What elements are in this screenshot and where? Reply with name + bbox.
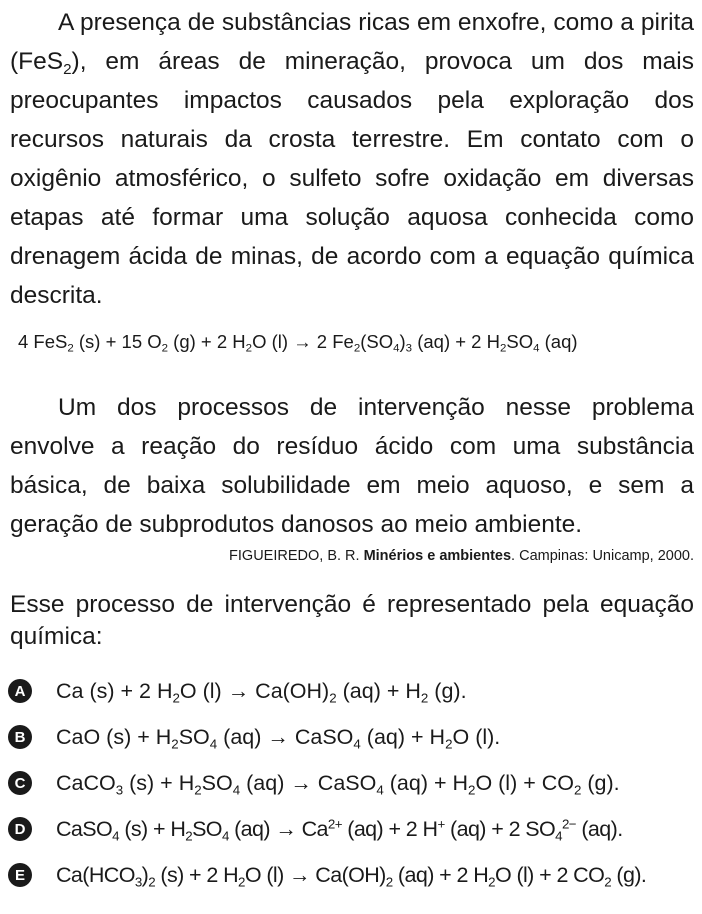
subscript: 2 bbox=[468, 781, 476, 797]
text-run: (s) + 2 H bbox=[155, 862, 239, 887]
text-run: (aq) + H bbox=[360, 724, 446, 749]
text-run: ) bbox=[141, 862, 149, 887]
text-run: O (l) + CO bbox=[475, 770, 574, 795]
subscript: 4 bbox=[533, 342, 540, 355]
text-run: (aq) → CaSO bbox=[217, 724, 354, 749]
text-run: SO bbox=[506, 331, 534, 352]
subscript: 2 bbox=[420, 689, 429, 705]
subscript: 4 bbox=[209, 735, 218, 751]
text-run: O (l) → Ca(OH) bbox=[179, 678, 330, 703]
text-run: ), em áreas de mineração, provoca um dos mais preocupantes impactos causados pela exploração dos recursos naturais da crosta terrestre. Em contato com o oxigênio atmosférico, o sulfeto sofre oxidação em diversas etapas até formar uma solução aquosa conhecida como drenagem ácida de minas, de acordo com a equação química descrita. bbox=[10, 48, 694, 309]
text-run: O (l) + 2 CO bbox=[494, 862, 605, 887]
reference-title: Minérios e ambientes bbox=[363, 548, 512, 564]
superscript: 2− bbox=[561, 816, 576, 832]
text-run: O (l). bbox=[452, 724, 501, 749]
text-run: (s) + H bbox=[118, 816, 186, 841]
option-b-letter[interactable]: B bbox=[8, 725, 32, 749]
reference-publisher: . Campinas: Unicamp, 2000. bbox=[511, 548, 694, 564]
text-run: SO bbox=[178, 724, 210, 749]
option-e[interactable] bbox=[8, 852, 698, 898]
subscript: 4 bbox=[376, 781, 384, 797]
option-d-equation bbox=[56, 817, 623, 842]
subscript: 4 bbox=[555, 827, 562, 843]
superscript: 2+ bbox=[327, 816, 342, 832]
text-run: Esse processo de intervenção é representado pela equação química: bbox=[10, 591, 694, 650]
option-b-equation bbox=[56, 725, 500, 750]
subscript: 4 bbox=[112, 827, 119, 843]
text-run: (aq). bbox=[575, 816, 623, 841]
text-run: (aq) + H bbox=[383, 770, 469, 795]
subscript: 3 bbox=[134, 873, 142, 889]
text-run: (SO bbox=[360, 331, 394, 352]
text-run: (aq) + 2 SO bbox=[444, 816, 556, 841]
mine-drainage-equation bbox=[18, 327, 694, 357]
option-d-letter[interactable]: D bbox=[8, 817, 32, 841]
option-e-equation bbox=[56, 863, 646, 888]
subscript: 4 bbox=[232, 781, 241, 797]
option-a-equation bbox=[56, 679, 467, 704]
subscript: 2 bbox=[245, 342, 253, 355]
text-run: (aq) bbox=[539, 331, 578, 352]
source-reference bbox=[10, 545, 694, 567]
option-a[interactable] bbox=[8, 668, 698, 714]
reference-author: FIGUEIREDO, B. R. bbox=[229, 548, 364, 564]
text-run: (aq) → CaSO bbox=[240, 770, 377, 795]
subscript: 2 bbox=[161, 342, 169, 355]
subscript: 4 bbox=[221, 827, 229, 843]
text-run: O (l) → 2 Fe bbox=[252, 331, 354, 352]
subscript: 4 bbox=[353, 735, 361, 751]
text-run: (aq) + 2 H bbox=[412, 331, 500, 352]
text-run: Ca (s) + 2 H bbox=[56, 678, 173, 703]
text-run: SO bbox=[192, 816, 222, 841]
answer-options bbox=[8, 668, 698, 898]
superscript: + bbox=[437, 816, 445, 832]
option-c-letter[interactable]: C bbox=[8, 771, 32, 795]
subscript: 2 bbox=[329, 689, 337, 705]
subscript: 2 bbox=[385, 873, 393, 889]
intervention-paragraph bbox=[10, 388, 694, 544]
text-run: (aq) + H bbox=[336, 678, 421, 703]
subscript: 2 bbox=[238, 873, 245, 889]
subscript: 2 bbox=[353, 342, 361, 355]
intro-paragraph bbox=[10, 3, 694, 315]
subscript: 2 bbox=[171, 735, 179, 751]
subscript: 2 bbox=[574, 781, 582, 797]
subscript: 2 bbox=[499, 342, 507, 355]
option-c[interactable] bbox=[8, 760, 698, 806]
text-run: CaO (s) + H bbox=[56, 724, 172, 749]
text-run: (g). bbox=[428, 678, 467, 703]
text-run: Um dos processos de intervenção nesse problema envolve a reação do resíduo ácido com uma substância básica, de baixa solubilidade em meio aquoso, e sem a geração de subprodutos danosos ao meio ambiente. bbox=[10, 394, 694, 538]
text-run: (g). bbox=[611, 862, 647, 887]
text-run: (aq) + 2 H bbox=[341, 816, 438, 841]
text-run: Ca(HCO bbox=[56, 862, 135, 887]
subscript: 4 bbox=[393, 342, 400, 355]
text-run: SO bbox=[201, 770, 233, 795]
option-c-equation bbox=[56, 771, 620, 796]
option-a-letter[interactable]: A bbox=[8, 679, 32, 703]
text-run: CaSO bbox=[56, 816, 113, 841]
text-run: (aq) + 2 H bbox=[392, 862, 489, 887]
text-run: CaCO bbox=[56, 770, 116, 795]
text-run: ) bbox=[399, 331, 406, 352]
text-run: (g) + 2 H bbox=[168, 331, 246, 352]
subscript: 2 bbox=[488, 873, 495, 889]
text-run: A presença de substâncias ricas em enxofre, como a pirita (FeS bbox=[10, 9, 694, 75]
subscript: 2 bbox=[148, 873, 156, 889]
question-stem bbox=[10, 589, 694, 653]
subscript: 3 bbox=[115, 781, 124, 797]
subscript: 2 bbox=[67, 342, 74, 355]
subscript: 2 bbox=[194, 781, 202, 797]
text-run: O (l) → Ca(OH) bbox=[244, 862, 386, 887]
subscript: 2 bbox=[445, 735, 453, 751]
text-run: (aq) → Ca bbox=[228, 816, 328, 841]
subscript: 2 bbox=[604, 873, 612, 889]
subscript: 3 bbox=[405, 342, 413, 355]
option-e-letter[interactable]: E bbox=[8, 863, 32, 887]
option-b[interactable] bbox=[8, 714, 698, 760]
text-run: 4 FeS bbox=[18, 331, 68, 352]
subscript: 2 bbox=[185, 827, 193, 843]
text-run: (g). bbox=[581, 770, 620, 795]
option-d[interactable] bbox=[8, 806, 698, 852]
subscript: 2 bbox=[172, 689, 180, 705]
text-run: (s) + H bbox=[123, 770, 195, 795]
text-run: (s) + 15 O bbox=[73, 331, 162, 352]
subscript: 2 bbox=[63, 60, 72, 78]
